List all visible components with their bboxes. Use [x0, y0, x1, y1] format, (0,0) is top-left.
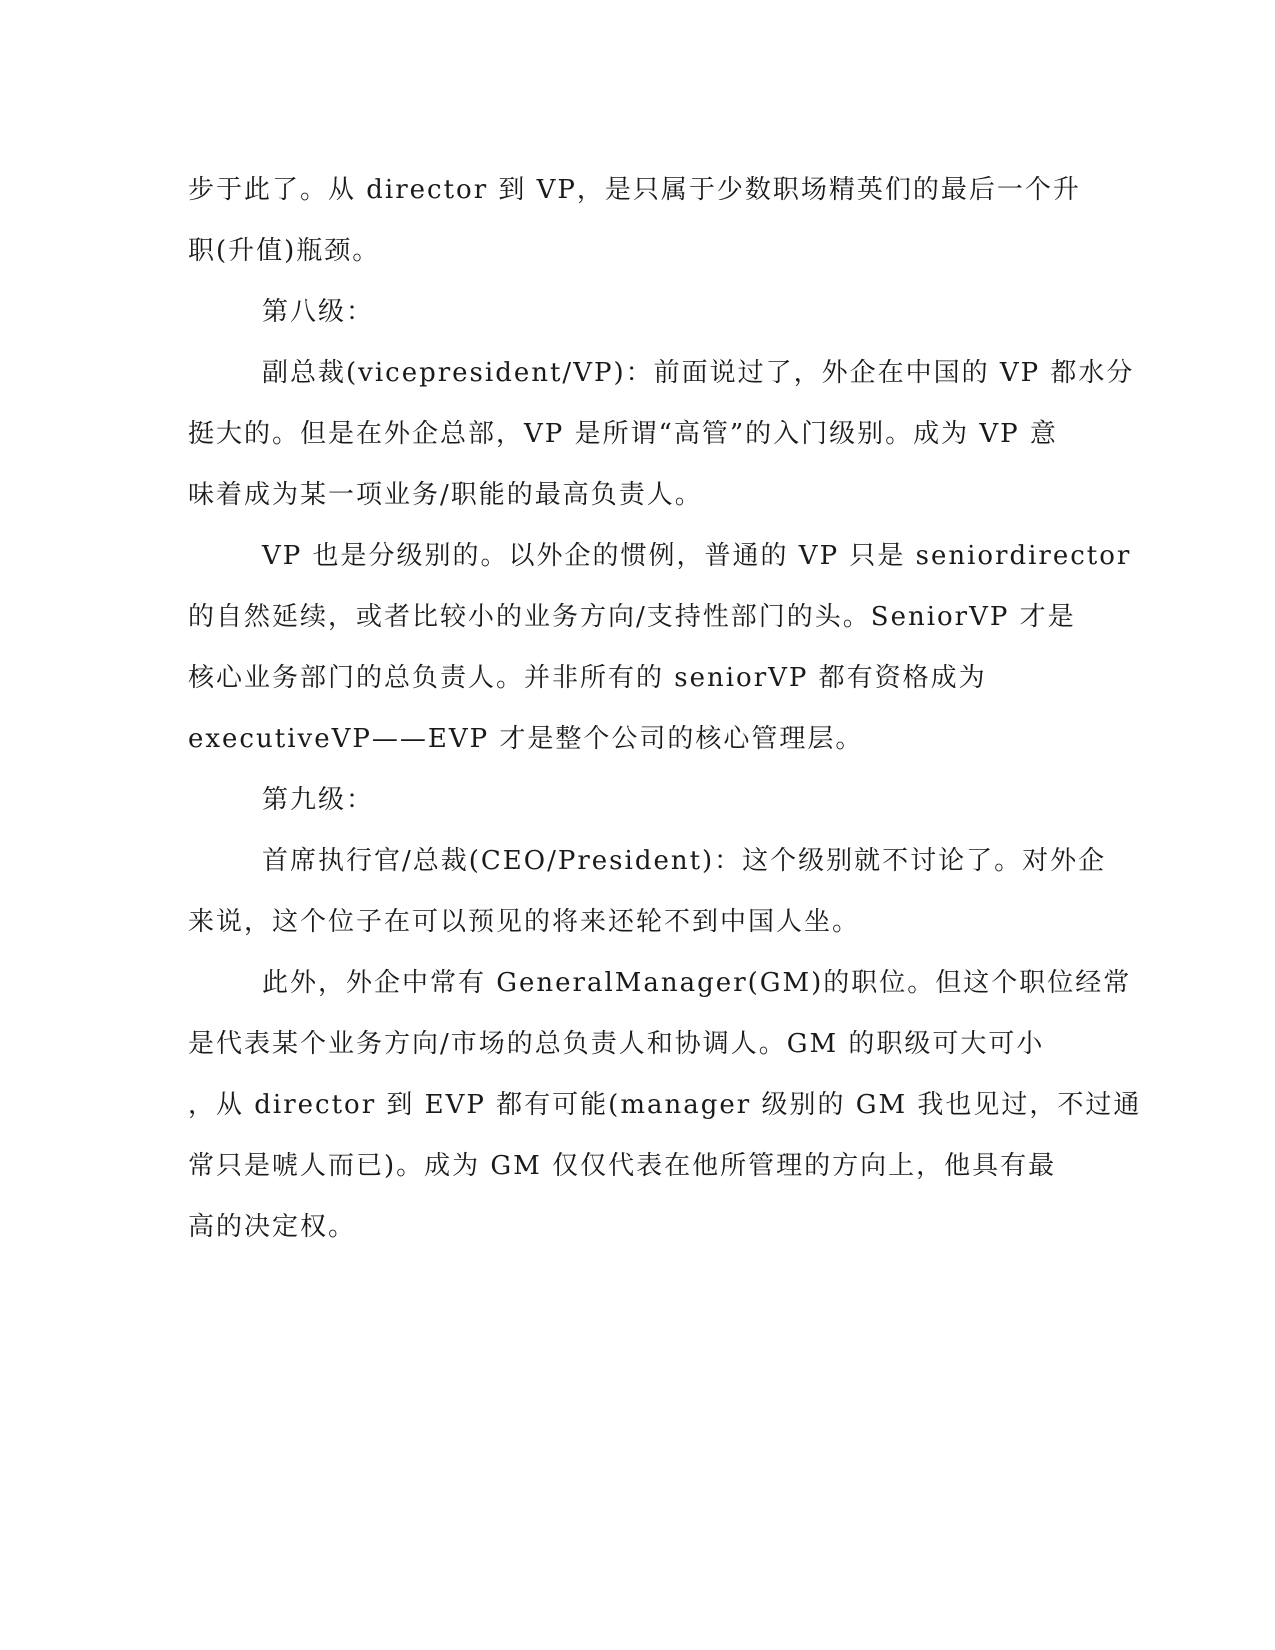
text-line: 来说，这个位子在可以预见的将来还轮不到中国人坐。: [188, 907, 861, 937]
text-line: 挺大的。但是在外企总部，VP 是所谓“高管”的入门级别。成为 VP 意: [188, 419, 1058, 449]
text-line: 是代表某个业务方向/市场的总负责人和协调人。GM 的职级可大可小: [188, 1029, 1045, 1059]
text-line: 味着成为某一项业务/职能的最高负责人。: [188, 480, 703, 510]
text-line: 职(升值)瓶颈。: [188, 236, 381, 266]
text-line: 常只是唬人而已)。成为 GM 仅仅代表在他所管理的方向上，他具有最: [188, 1151, 1057, 1181]
text-line: ，从 director 到 EVP 都有可能(manager 级别的 GM 我也见过，不过通: [188, 1090, 1142, 1120]
text-line: VP 也是分级别的。以外企的惯例，普通的 VP 只是 seniordirector: [262, 541, 1132, 571]
text-line: 此外，外企中常有 GeneralManager(GM)的职位。但这个职位经常: [262, 968, 1132, 998]
text-line: 核心业务部门的总负责人。并非所有的 seniorVP 都有资格成为: [188, 663, 987, 693]
text-line: executiveVP——EVP 才是整个公司的核心管理层。: [188, 724, 864, 754]
text-line: 高的决定权。: [188, 1212, 357, 1242]
section-heading-level-8: 第八级：: [262, 297, 375, 327]
text-line: 步于此了。从 director 到 VP，是只属于少数职场精英们的最后一个升: [188, 175, 1081, 205]
text-line: 的自然延续，或者比较小的业务方向/支持性部门的头。SeniorVP 才是: [188, 602, 1076, 632]
text-line: 首席执行官/总裁(CEO/President)：这个级别就不讨论了。对外企: [262, 846, 1107, 876]
text-line: 副总裁(vicepresident/VP)：前面说过了，外企在中国的 VP 都水分: [262, 358, 1135, 388]
section-heading-level-9: 第九级：: [262, 785, 375, 815]
document-body: [188, 160, 1142, 1258]
